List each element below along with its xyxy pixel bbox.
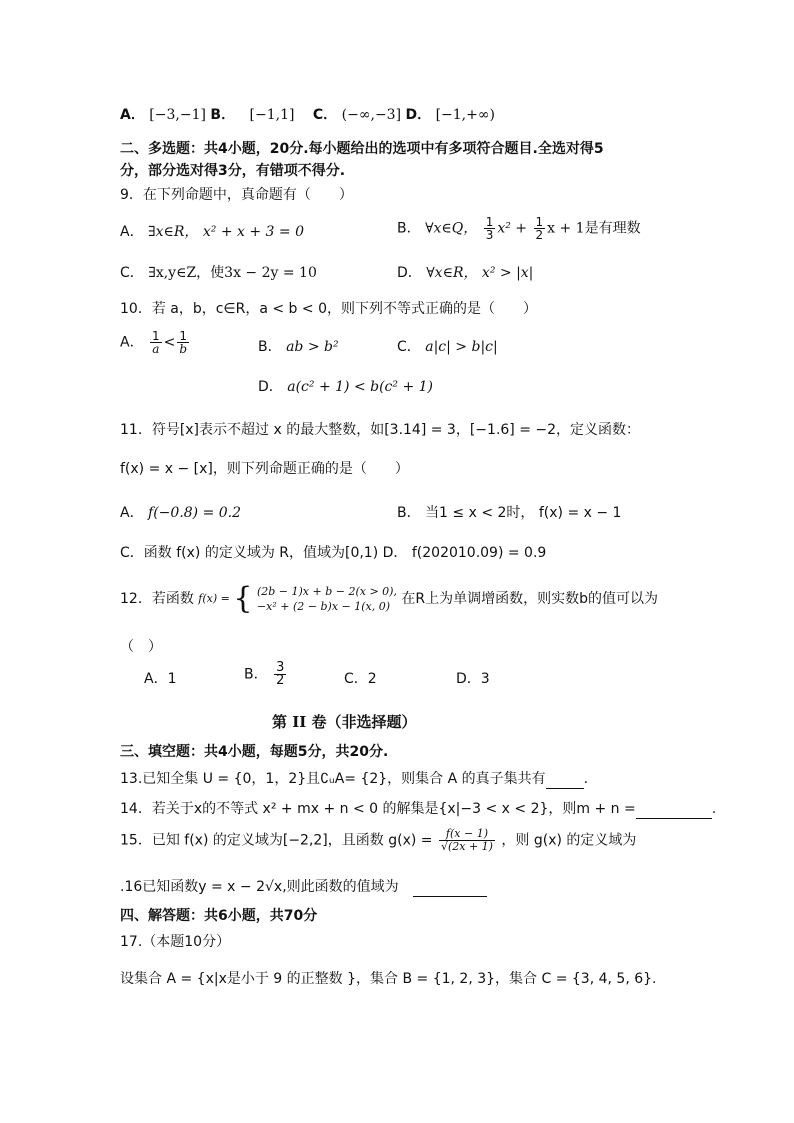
q10-option-a	[120, 330, 191, 355]
q11-option-b-text: 当1 ≤ x < 2时， f(x) = x − 1	[425, 505, 622, 521]
q10-option-a-frac2: $\frac{1}{b}$	[179, 329, 188, 356]
q9-option-b-label: B．	[397, 220, 421, 237]
q9-option-a	[120, 223, 304, 241]
q16	[120, 878, 487, 897]
q12-option-b-frac: $\frac{3}{2}$	[276, 660, 285, 688]
q14-answer-blank	[636, 800, 712, 819]
q8-options	[120, 106, 495, 124]
q8-option-b: [−1,1]	[249, 107, 295, 123]
q8-option-c: (−∞,−3]	[341, 107, 402, 123]
q11-option-b	[397, 504, 621, 522]
q11-stem-line2: f(x) = x − [x]，则下列命题正确的是（ ）	[120, 461, 409, 477]
q12-option-d: D．3	[456, 671, 490, 687]
q9-option-b-frac2: $\frac{1}{2}$	[535, 215, 544, 242]
q9-stem: 9．在下列命题中，真命题有（ ）	[120, 187, 353, 203]
q13-end: .	[583, 771, 589, 787]
section4-heading: 四、解答题：共6小题，共70分	[120, 908, 318, 924]
q10-option-d-label: D．	[258, 379, 283, 395]
q9-option-b-post: x + 1是有理数	[547, 220, 641, 237]
q12-case2: −x² + (2 − b)x − 1(x, 0)	[256, 600, 391, 613]
q12-fx: f(x) =	[198, 592, 230, 605]
q10-option-a-lt: <	[163, 334, 176, 351]
q12-option-a: A．1	[144, 671, 177, 687]
q10-option-a-label: A．	[120, 334, 144, 351]
q15-pre: 15．已知 f(x) 的定义域为[−2,2]，且函数 g(x) =	[120, 832, 433, 849]
section2-heading-line2: 分，部分选对得3分，有错项不得分.	[120, 163, 346, 179]
q9-option-b-pre: ∀x∈Q，	[425, 220, 478, 237]
q15	[120, 828, 636, 853]
q10-option-d-text: a(c² + 1) < b(c² + 1)	[287, 379, 434, 395]
q8-option-a: [−3,−1]	[149, 107, 206, 123]
q14-text: 14．若关于x的不等式 x² + mx + n < 0 的解集是{x|−3 < x < 2}，则m + n =	[120, 801, 636, 817]
q9-option-b-mid: x² +	[497, 220, 528, 237]
q9-option-a-label: A．	[120, 224, 144, 240]
q8-option-d-label: D．	[405, 107, 432, 123]
q13	[120, 770, 588, 789]
q17-header: 17.（本题10分）	[120, 934, 231, 950]
q10-option-a-frac1: $\frac{1}{a}$	[152, 329, 160, 356]
q9-option-c	[120, 264, 317, 282]
q12-stem-pre: 12．若函数	[120, 591, 194, 607]
q15-post: ，则 g(x) 的定义域为	[501, 832, 637, 849]
q10-option-c	[397, 338, 498, 356]
q15-frac: $\frac{f(x - 1)}{√(2x + 1)}$	[440, 827, 493, 853]
q11-option-c-d: C．函数 f(x) 的定义域为 R，值域为[0,1) D． f(202010.09) = 0.9	[120, 545, 547, 561]
q12-paren: （ ）	[120, 639, 162, 655]
q12-case1: (2b − 1)x + b − 2(x > 0),	[256, 585, 397, 598]
q8-option-b-label: B．	[210, 107, 236, 123]
q10-option-b-label: B．	[258, 339, 282, 355]
q10-option-b	[258, 338, 339, 356]
q10-option-c-text: a|c| > b|c|	[425, 339, 498, 355]
q9-option-b-frac1: $\frac{1}{3}$	[485, 215, 494, 242]
q10-option-b-text: ab > b²	[286, 339, 339, 355]
section3-heading: 三、填空题：共4小题，每题5分，共20分.	[120, 744, 389, 760]
q10-option-d	[258, 378, 433, 396]
q9-option-a-text: ∃x∈R， x² + x + 3 = 0	[148, 224, 304, 240]
part2-title: 第 II 卷（非选择题）	[272, 713, 417, 731]
q12-option-b-label: B．	[244, 666, 268, 683]
q16-text: .16已知函数y = x − 2√x,则此函数的值域为	[120, 879, 399, 895]
q9-option-d-label: D．	[397, 265, 422, 281]
q8-option-c-label: C．	[312, 107, 338, 123]
q11-option-a	[120, 504, 241, 522]
section2-heading-line1: 二、多选题：共4小题，20分.每小题给出的选项中有多项符合题目.全选对得5	[120, 141, 604, 157]
q12-stem-post: 在R上为单调增函数，则实数b的值可以为	[401, 591, 659, 607]
q8-option-d: [−1,+∞)	[435, 107, 495, 123]
q10-stem: 10．若 a，b，c∈R，a < b < 0，则下列不等式正确的是（ ）	[120, 301, 537, 317]
q11-stem-line1: 11．符号[x]表示不超过 x 的最大整数，如[3.14] = 3，[−1.6] = −2，定义函数：	[120, 422, 641, 438]
q14	[120, 800, 716, 819]
q17-text: 设集合 A = {x|x是小于 9 的正整数 }，集合 B = {1, 2, 3}，集合 C = {3, 4, 5, 6}.	[120, 971, 657, 987]
q12-option-b	[244, 662, 288, 687]
q10-option-c-label: C．	[397, 339, 421, 355]
q16-answer-blank	[413, 878, 487, 897]
q13-text: 13.已知全集 U = {0，1，2}且∁ᵤA= {2}，则集合 A 的真子集共有	[120, 771, 546, 787]
q12-cases	[257, 584, 397, 614]
q11-option-b-label: B．	[397, 505, 421, 521]
q9-option-d-text: ∀x∈R， x² > |x|	[426, 265, 534, 281]
q12-stem	[120, 581, 659, 616]
q14-end: .	[711, 801, 717, 817]
q12-option-c: C．2	[344, 671, 377, 687]
q9-option-b	[397, 216, 641, 241]
q9-option-d	[397, 264, 533, 282]
q12-brace: {	[233, 581, 253, 616]
q9-option-c-label: C．	[120, 265, 144, 281]
q11-option-a-label: A．	[120, 505, 144, 521]
q13-answer-blank	[546, 770, 584, 789]
q12-piecewise-function	[198, 581, 397, 616]
q11-option-a-text: f(−0.8) = 0.2	[148, 505, 242, 521]
q9-option-c-text: ∃x,y∈Z，使3x − 2y = 10	[148, 265, 317, 281]
q8-option-a-label: A．	[120, 107, 145, 123]
